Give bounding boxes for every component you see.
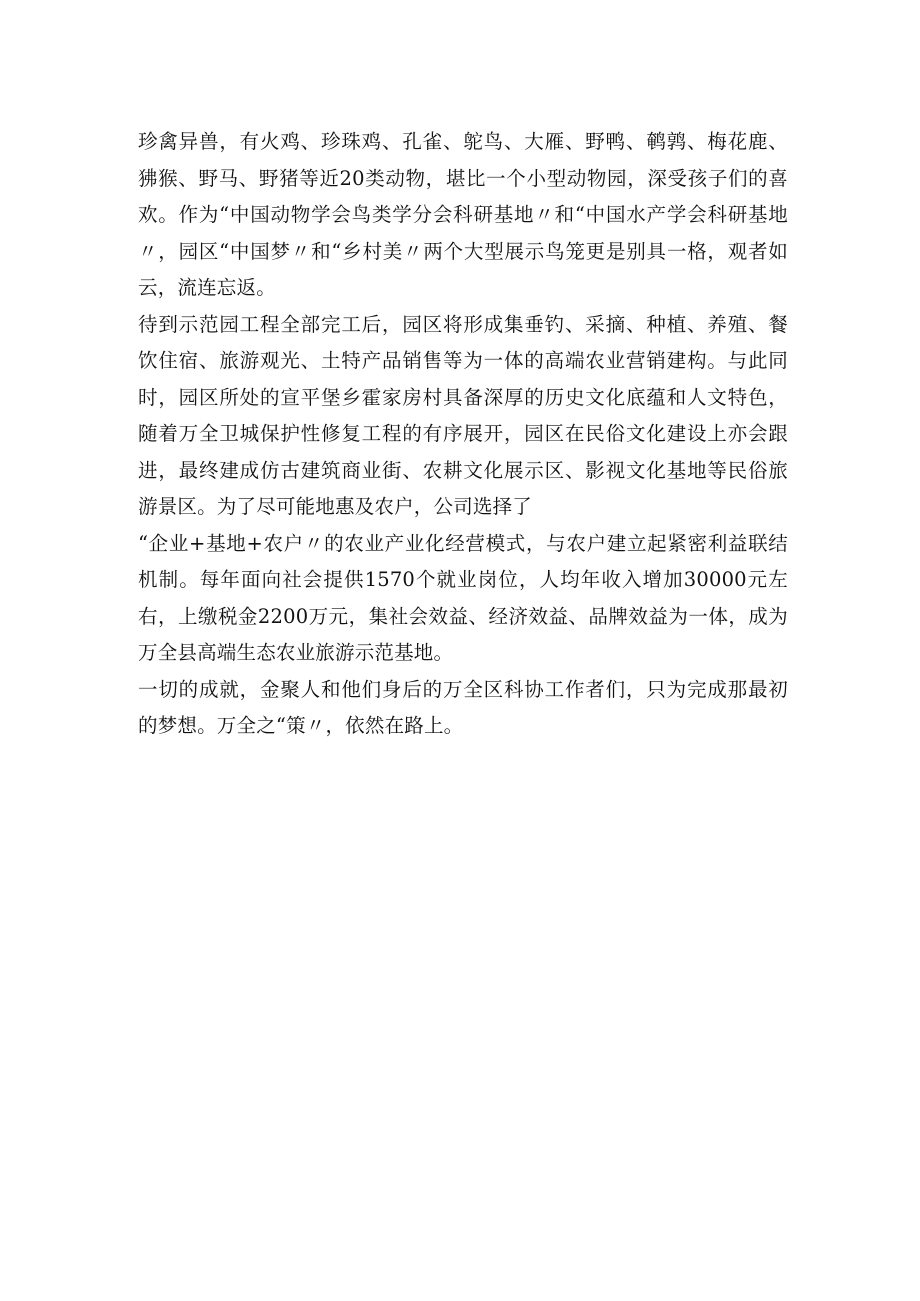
paragraph-business-model: “企业+基地+农户〃的农业产业化经营模式，与农户建立起紧密利益联结机制。每年面向社会提供1570个就业岗位，人均年收入增加30000元左右，上缴税金2200万元，集社会效益、经济效益、品牌效益为一体，成为万全县高端生态农业旅游示范基地。	[138, 531, 788, 664]
paragraph-rare-animals: 珍禽异兽，有火鸡、珍珠鸡、孔雀、鸵鸟、大雁、野鸭、鹌鹑、梅花鹿、狒猴、野马、野猪等近20类动物，堪比一个小型动物园，深受孩子们的喜欢。作为“中国动物学会鸟类学分会科研基地〃和“中国水产学会科研基地〃，园区“中国梦〃和“乡村美〃两个大型展示鸟笼更是别具一格，观者如云，流连忘返。	[138, 130, 788, 299]
paragraph-conclusion: 一切的成就，金聚人和他们身后的万全区科协工作者们，只为完成那最初的梦想。万全之“策〃，依然在路上。	[138, 677, 788, 737]
document-body	[138, 124, 788, 745]
paragraph-park-plan: 待到示范园工程全部完工后，园区将形成集垂钓、采摘、种植、养殖、餐饮住宿、旅游观光、土特产品销售等为一体的高端农业营销建构。与此同时，园区所处的宣平堡乡霍家房村具备深厚的历史文化底蕴和人文特色，随着万全卫城保护性修复工程的有序展开，园区在民俗文化建设上亦会跟进，最终建成仿古建筑商业街、农耕文化展示区、影视文化基地等民俗旅游景区。为了尽可能地惠及农户，公司选择了	[138, 312, 788, 518]
